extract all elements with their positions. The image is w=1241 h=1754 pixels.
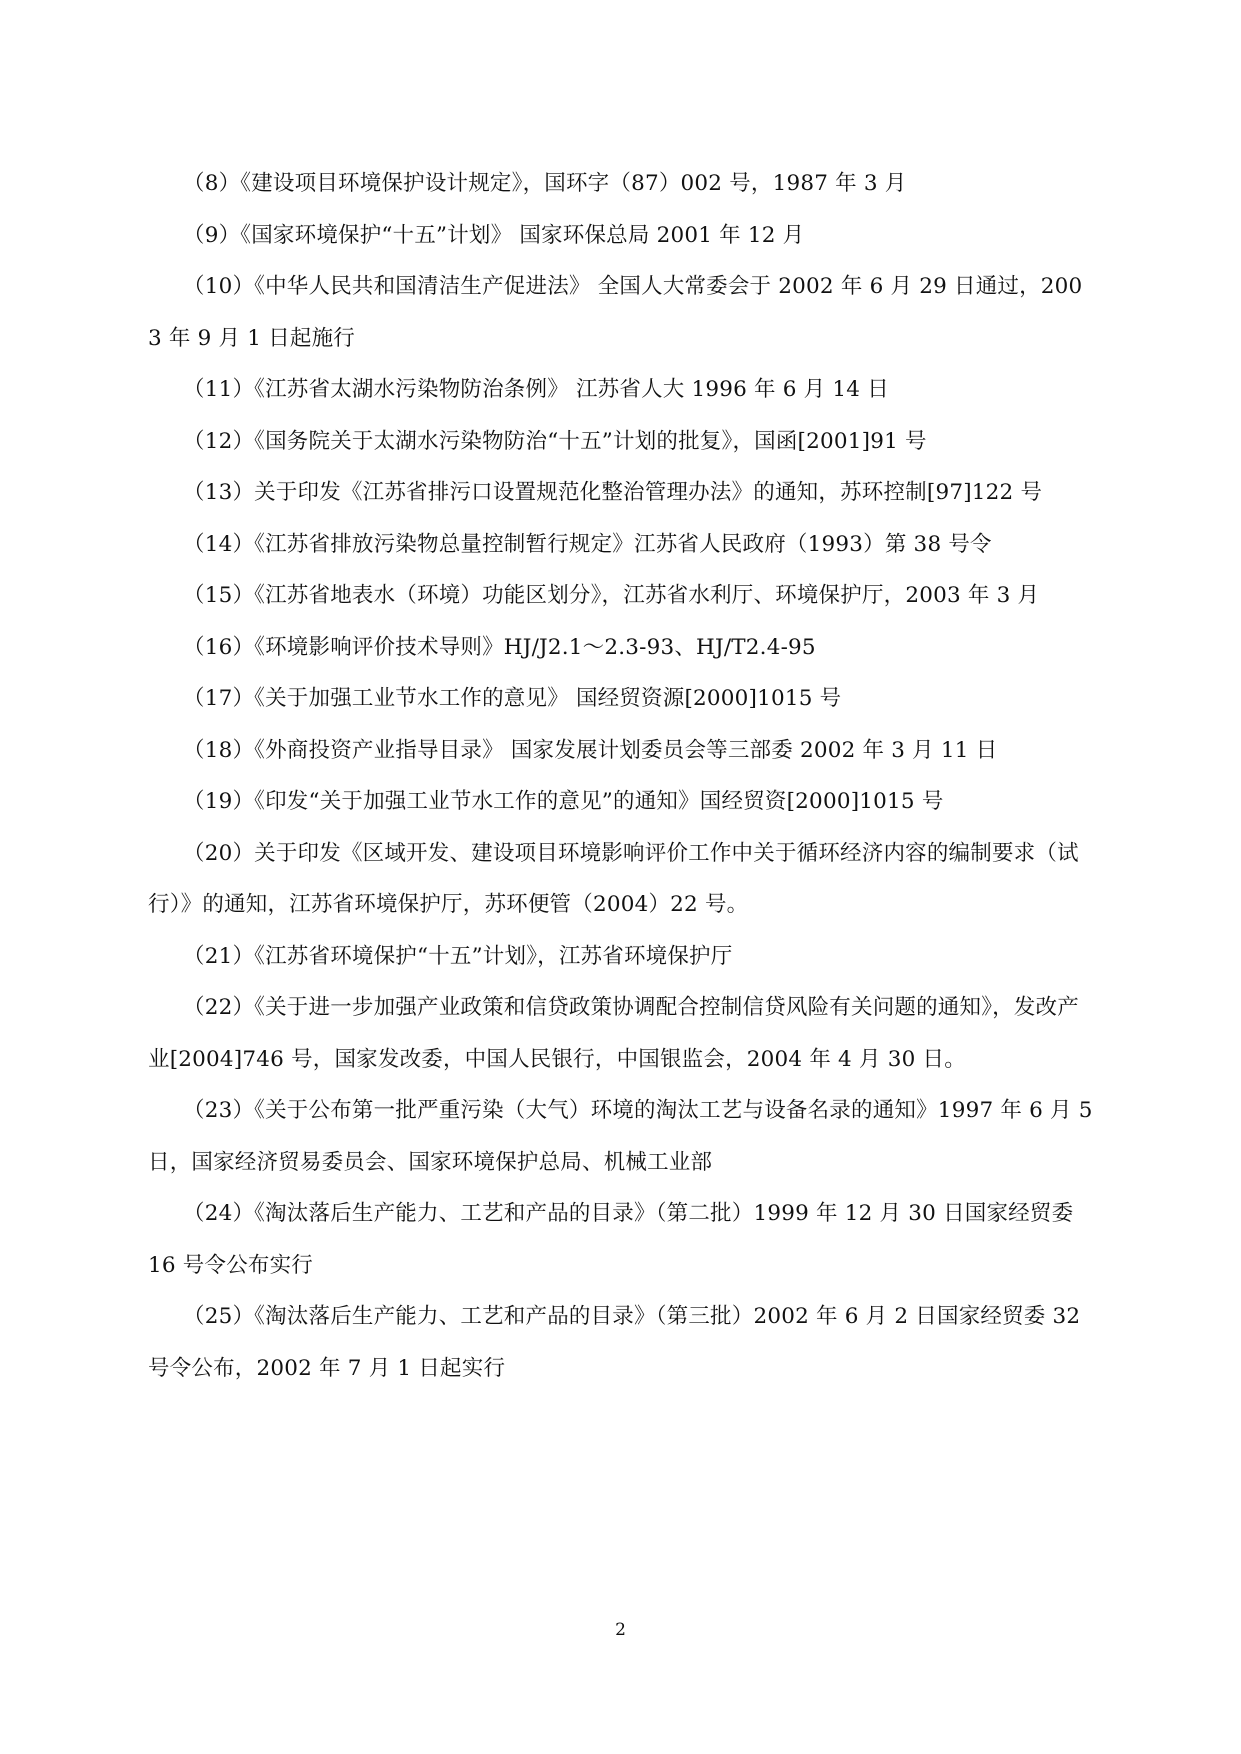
reference-item: （11）《江苏省太湖水污染物防治条例》 江苏省人大 1996 年 6 月 14 日 [183,377,889,402]
reference-item: （23）《关于公布第一批严重污染（大气）环境的淘汰工艺与设备名录的通知》1997 年 6 月 5 日，国家经济贸易委员会、国家环境保护总局、机械工业部 [148,1098,1093,1175]
reference-item: （19）《印发“关于加强工业节水工作的意见”的通知》国经贸资[2000]1015 号 [183,789,944,814]
reference-item: （21）《江苏省环境保护“十五”计划》，江苏省环境保护厅 [183,943,733,969]
reference-item: （14）《江苏省排放污染物总量控制暂行规定》江苏省人民政府（1993）第 38 号令 [183,531,992,557]
reference-list [148,158,1094,1394]
reference-item: （22）《关于进一步加强产业政策和信贷政策协调配合控制信贷风险有关问题的通知》，发改产业[2004]746 号，国家发改委，中国人民银行，中国银监会，2004 年 4 月 30 日。 [148,995,1079,1072]
reference-item: （8）《建设项目环境保护设计规定》，国环字（87）002 号，1987 年 3 月 [183,171,907,196]
reference-item: （15）《江苏省地表水（环境）功能区划分》，江苏省水利厅、环境保护厅，2003 年 3 月 [183,583,1040,608]
reference-item: （9）《国家环境保护“十五”计划》 国家环保总局 2001 年 12 月 [183,222,805,248]
reference-item: （20）关于印发《区域开发、建设项目环境影响评价工作中关于循环经济内容的编制要求（试行）》的通知，江苏省环境保护厅，苏环便管（2004）22 号。 [148,840,1079,917]
reference-item: （24）《淘汰落后生产能力、工艺和产品的目录》（第二批）1999 年 12 月 30 日国家经贸委 16 号令公布实行 [148,1201,1074,1278]
reference-item: （13）关于印发《江苏省排污口设置规范化整治管理办法》的通知，苏环控制[97]122 号 [183,480,1043,505]
reference-item: （10）《中华人民共和国清洁生产促进法》 全国人大常委会于 2002 年 6 月 29 日通过，2003 年 9 月 1 日起施行 [148,274,1083,351]
reference-item: （18）《外商投资产业指导目录》 国家发展计划委员会等三部委 2002 年 3 月 11 日 [183,737,998,763]
reference-item: （12）《国务院关于太湖水污染物防治“十五”计划的批复》，国函[2001]91 号 [183,428,927,454]
reference-item: （25）《淘汰落后生产能力、工艺和产品的目录》（第三批）2002 年 6 月 2 日国家经贸委 32 号令公布，2002 年 7 月 1 日起实行 [148,1304,1081,1381]
reference-item: （16）《环境影响评价技术导则》HJ/J2.1～2.3-93、HJ/T2.4-95 [183,634,816,660]
reference-item: （17）《关于加强工业节水工作的意见》 国经贸资源[2000]1015 号 [183,686,842,711]
page-number: 2 [615,1620,626,1640]
